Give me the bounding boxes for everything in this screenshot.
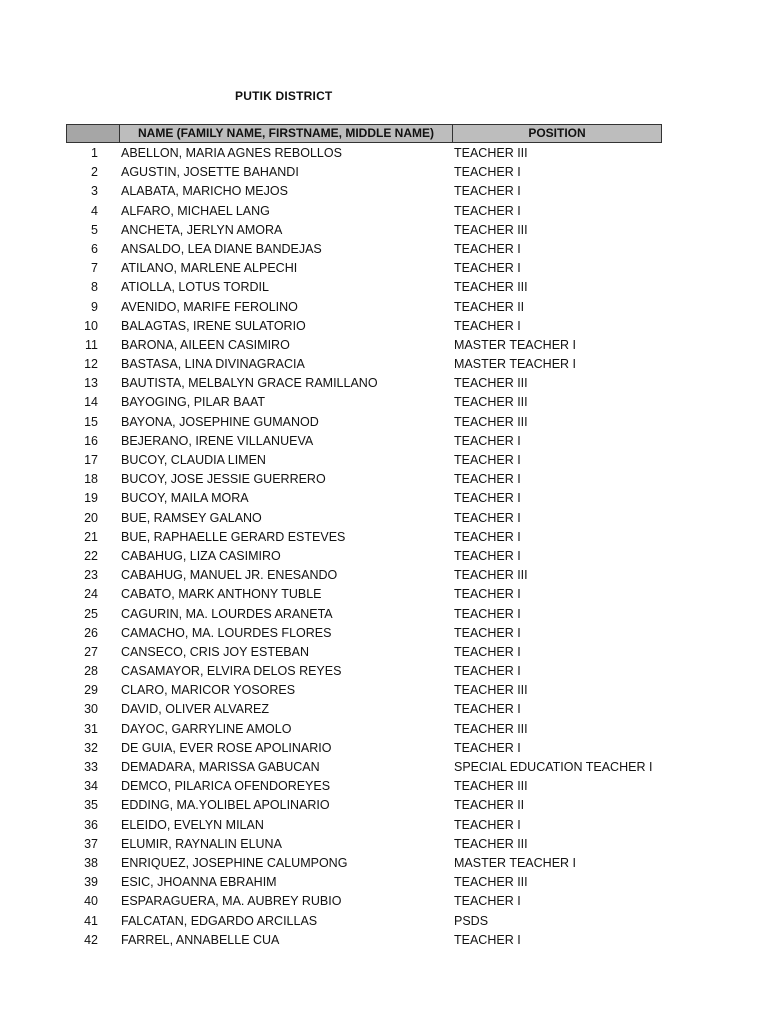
row-number: 26 bbox=[84, 625, 98, 640]
teacher-position: TEACHER III bbox=[454, 222, 528, 237]
row-number: 39 bbox=[84, 875, 98, 890]
teacher-position: TEACHER III bbox=[454, 395, 528, 410]
teacher-position: TEACHER I bbox=[454, 472, 521, 487]
teacher-name: DEMADARA, MARISSA GABUCAN bbox=[121, 760, 320, 774]
row-number: 14 bbox=[84, 395, 98, 410]
table-row bbox=[0, 163, 768, 182]
table-row bbox=[0, 796, 768, 815]
teacher-name: ANSALDO, LEA DIANE BANDEJAS bbox=[121, 241, 322, 256]
teacher-position: TEACHER I bbox=[454, 606, 521, 621]
teacher-name: ENRIQUEZ, JOSEPHINE CALUMPONG bbox=[121, 855, 348, 870]
row-number: 16 bbox=[84, 433, 98, 448]
table-row bbox=[0, 509, 768, 528]
table-row bbox=[0, 298, 768, 317]
teacher-name: ELUMIR, RAYNALIN ELUNA bbox=[121, 836, 282, 851]
row-number: 21 bbox=[84, 529, 98, 544]
table-row bbox=[0, 182, 768, 201]
table-row bbox=[0, 547, 768, 566]
table-row bbox=[0, 355, 768, 374]
teacher-position: TEACHER I bbox=[454, 184, 521, 199]
table-row bbox=[0, 221, 768, 240]
row-number: 13 bbox=[84, 376, 98, 391]
table-header bbox=[66, 124, 662, 143]
table-row bbox=[0, 317, 768, 336]
row-number: 25 bbox=[84, 606, 98, 621]
table-row bbox=[0, 432, 768, 451]
teacher-position: TEACHER III bbox=[454, 875, 528, 890]
teacher-position: TEACHER I bbox=[454, 165, 521, 180]
teacher-position: TEACHER III bbox=[454, 414, 528, 429]
teacher-position: TEACHER III bbox=[454, 836, 528, 851]
teacher-position: TEACHER II bbox=[454, 299, 525, 314]
table-row bbox=[0, 566, 768, 585]
teacher-name: CASAMAYOR, ELVIRA DELOS REYES bbox=[121, 664, 342, 679]
teacher-position: TEACHER I bbox=[454, 702, 521, 717]
teacher-name: BEJERANO, IRENE VILLANUEVA bbox=[121, 433, 314, 448]
teacher-name: ESPARAGUERA, MA. AUBREY RUBIO bbox=[121, 894, 342, 909]
table-row bbox=[0, 720, 768, 739]
teacher-position: TEACHER I bbox=[454, 453, 521, 467]
teacher-position: TEACHER I bbox=[454, 261, 521, 276]
table-row bbox=[0, 451, 768, 470]
teacher-position: TEACHER III bbox=[454, 280, 528, 295]
row-number: 8 bbox=[91, 280, 98, 295]
teacher-name: BUE, RAPHAELLE GERARD ESTEVES bbox=[121, 529, 346, 544]
table-row bbox=[0, 528, 768, 547]
teacher-name: ALABATA, MARICHO MEJOS bbox=[121, 184, 288, 199]
table-row bbox=[0, 605, 768, 624]
table-row bbox=[0, 854, 768, 873]
teacher-position: TEACHER I bbox=[454, 241, 521, 256]
table-row bbox=[0, 144, 768, 163]
row-number: 11 bbox=[85, 337, 98, 352]
row-number: 42 bbox=[84, 932, 98, 947]
row-number: 9 bbox=[91, 299, 98, 314]
row-number: 4 bbox=[91, 203, 98, 218]
table-row bbox=[0, 278, 768, 297]
table-row bbox=[0, 681, 768, 700]
table-row bbox=[0, 585, 768, 604]
row-number: 28 bbox=[84, 664, 98, 679]
teacher-name: BAYOGING, PILAR BAAT bbox=[121, 395, 266, 410]
table-row bbox=[0, 873, 768, 892]
row-number: 33 bbox=[84, 760, 98, 774]
teacher-name: BARONA, AILEEN CASIMIRO bbox=[121, 337, 290, 352]
row-number: 36 bbox=[84, 817, 98, 832]
teacher-name: CLARO, MARICOR YOSORES bbox=[121, 683, 296, 698]
row-number: 23 bbox=[84, 568, 98, 583]
teacher-position: TEACHER III bbox=[454, 146, 528, 160]
teacher-name: DAYOC, GARRYLINE AMOLO bbox=[121, 721, 292, 736]
teacher-position: TEACHER II bbox=[454, 798, 525, 813]
teacher-name: ABELLON, MARIA AGNES REBOLLOS bbox=[121, 146, 342, 160]
table-row bbox=[0, 835, 768, 854]
teacher-name: ELEIDO, EVELYN MILAN bbox=[121, 817, 264, 832]
table-row bbox=[0, 777, 768, 796]
teacher-position: MASTER TEACHER I bbox=[454, 855, 577, 870]
teacher-name: CABATO, MARK ANTHONY TUBLE bbox=[121, 587, 322, 602]
teacher-position: MASTER TEACHER I bbox=[454, 357, 577, 372]
row-number: 32 bbox=[84, 740, 98, 755]
table-row bbox=[0, 336, 768, 355]
teacher-position: MASTER TEACHER I bbox=[454, 337, 577, 352]
teacher-name: BUCOY, CLAUDIA LIMEN bbox=[121, 453, 266, 467]
row-number: 22 bbox=[84, 548, 98, 563]
teacher-position: TEACHER III bbox=[454, 779, 528, 794]
teacher-name: BALAGTAS, IRENE SULATORIO bbox=[121, 318, 306, 333]
teacher-name: ESIC, JHOANNA EBRAHIM bbox=[121, 875, 277, 890]
teacher-position: TEACHER III bbox=[454, 568, 528, 583]
table-row bbox=[0, 374, 768, 393]
table-row bbox=[0, 892, 768, 911]
teacher-position: TEACHER I bbox=[454, 644, 521, 659]
table-row bbox=[0, 739, 768, 758]
table-row bbox=[0, 931, 768, 950]
teacher-position: TEACHER I bbox=[454, 740, 521, 755]
table-row bbox=[0, 489, 768, 508]
teacher-position: TEACHER I bbox=[454, 625, 521, 640]
teacher-name: AVENIDO, MARIFE FEROLINO bbox=[121, 299, 298, 314]
table-row bbox=[0, 816, 768, 835]
row-number: 37 bbox=[84, 836, 98, 851]
teacher-position: TEACHER I bbox=[454, 587, 521, 602]
row-number: 3 bbox=[91, 184, 98, 199]
table-row bbox=[0, 643, 768, 662]
table-row bbox=[0, 413, 768, 432]
table-row bbox=[0, 662, 768, 681]
teacher-position: TEACHER I bbox=[454, 529, 521, 544]
row-number: 31 bbox=[84, 721, 98, 736]
row-number: 35 bbox=[84, 798, 98, 813]
teacher-position: TEACHER I bbox=[454, 203, 521, 218]
teacher-name: CANSECO, CRIS JOY ESTEBAN bbox=[121, 644, 310, 659]
teacher-position: PSDS bbox=[454, 913, 489, 928]
teacher-position: TEACHER I bbox=[454, 817, 521, 832]
table-body bbox=[0, 144, 768, 950]
table-row bbox=[0, 624, 768, 643]
teacher-name: DEMCO, PILARICA OFENDOREYES bbox=[121, 779, 331, 794]
teacher-name: CABAHUG, MANUEL JR. ENESANDO bbox=[121, 568, 338, 583]
teacher-position: SPECIAL EDUCATION TEACHER I bbox=[454, 760, 653, 774]
row-number: 29 bbox=[84, 683, 98, 698]
teacher-position: TEACHER I bbox=[454, 932, 521, 947]
row-number: 30 bbox=[84, 702, 98, 717]
table-row bbox=[0, 240, 768, 259]
teacher-position: TEACHER I bbox=[454, 548, 521, 563]
row-number: 40 bbox=[84, 894, 98, 909]
row-number: 6 bbox=[91, 241, 98, 256]
teacher-name: BAYONA, JOSEPHINE GUMANOD bbox=[121, 414, 319, 429]
teacher-position: TEACHER I bbox=[454, 664, 521, 679]
teacher-name: CAGURIN, MA. LOURDES ARANETA bbox=[121, 606, 333, 621]
row-number: 34 bbox=[84, 779, 98, 794]
row-number: 15 bbox=[84, 414, 98, 429]
teacher-position: TEACHER III bbox=[454, 683, 528, 698]
column-header-name: NAME (FAMILY NAME, FIRSTNAME, MIDDLE NAME) bbox=[119, 125, 453, 142]
teacher-name: BAUTISTA, MELBALYN GRACE RAMILLANO bbox=[121, 376, 378, 391]
row-number: 7 bbox=[91, 261, 98, 276]
row-number: 24 bbox=[84, 587, 98, 602]
teacher-name: BASTASA, LINA DIVINAGRACIA bbox=[121, 357, 305, 372]
table-row bbox=[0, 259, 768, 278]
teacher-name: ATIOLLA, LOTUS TORDIL bbox=[121, 280, 269, 295]
table-row bbox=[0, 393, 768, 412]
row-number: 18 bbox=[84, 472, 98, 487]
table-row bbox=[0, 912, 768, 931]
teacher-name: CAMACHO, MA. LOURDES FLORES bbox=[121, 625, 332, 640]
row-number: 27 bbox=[84, 644, 98, 659]
row-number: 38 bbox=[84, 855, 98, 870]
teacher-position: TEACHER I bbox=[454, 510, 521, 525]
row-number: 41 bbox=[84, 913, 98, 928]
teacher-name: BUCOY, MAILA MORA bbox=[121, 491, 249, 506]
teacher-name: DE GUIA, EVER ROSE APOLINARIO bbox=[121, 740, 332, 755]
teacher-name: BUE, RAMSEY GALANO bbox=[121, 510, 262, 525]
teacher-position: TEACHER I bbox=[454, 491, 521, 506]
teacher-name: ANCHETA, JERLYN AMORA bbox=[121, 222, 283, 237]
row-number: 5 bbox=[91, 222, 98, 237]
teacher-position: TEACHER I bbox=[454, 894, 521, 909]
teacher-position: TEACHER I bbox=[454, 433, 521, 448]
row-number: 20 bbox=[84, 510, 98, 525]
row-number: 17 bbox=[84, 453, 98, 467]
row-number: 2 bbox=[91, 165, 98, 180]
teacher-position: TEACHER III bbox=[454, 721, 528, 736]
teacher-name: FARREL, ANNABELLE CUA bbox=[121, 932, 280, 947]
table-row bbox=[0, 470, 768, 489]
row-number: 12 bbox=[84, 357, 98, 372]
row-number: 10 bbox=[84, 318, 98, 333]
teacher-name: FALCATAN, EDGARDO ARCILLAS bbox=[121, 913, 318, 928]
teacher-name: AGUSTIN, JOSETTE BAHANDI bbox=[121, 165, 299, 180]
teacher-name: ATILANO, MARLENE ALPECHI bbox=[121, 261, 298, 276]
teacher-position: TEACHER I bbox=[454, 318, 521, 333]
teacher-position: TEACHER III bbox=[454, 376, 528, 391]
column-header-position: POSITION bbox=[453, 125, 661, 142]
teacher-name: ALFARO, MICHAEL LANG bbox=[121, 203, 270, 218]
teacher-name: BUCOY, JOSE JESSIE GUERRERO bbox=[121, 472, 326, 487]
teacher-name: CABAHUG, LIZA CASIMIRO bbox=[121, 548, 281, 563]
teacher-name: DAVID, OLIVER ALVAREZ bbox=[121, 702, 269, 717]
table-row bbox=[0, 700, 768, 719]
teacher-name: EDDING, MA.YOLIBEL APOLINARIO bbox=[121, 798, 330, 813]
table-row bbox=[0, 758, 768, 777]
table-row bbox=[0, 202, 768, 221]
row-number: 1 bbox=[91, 146, 98, 160]
row-number: 19 bbox=[84, 491, 98, 506]
page-title: PUTIK DISTRICT bbox=[235, 89, 333, 103]
